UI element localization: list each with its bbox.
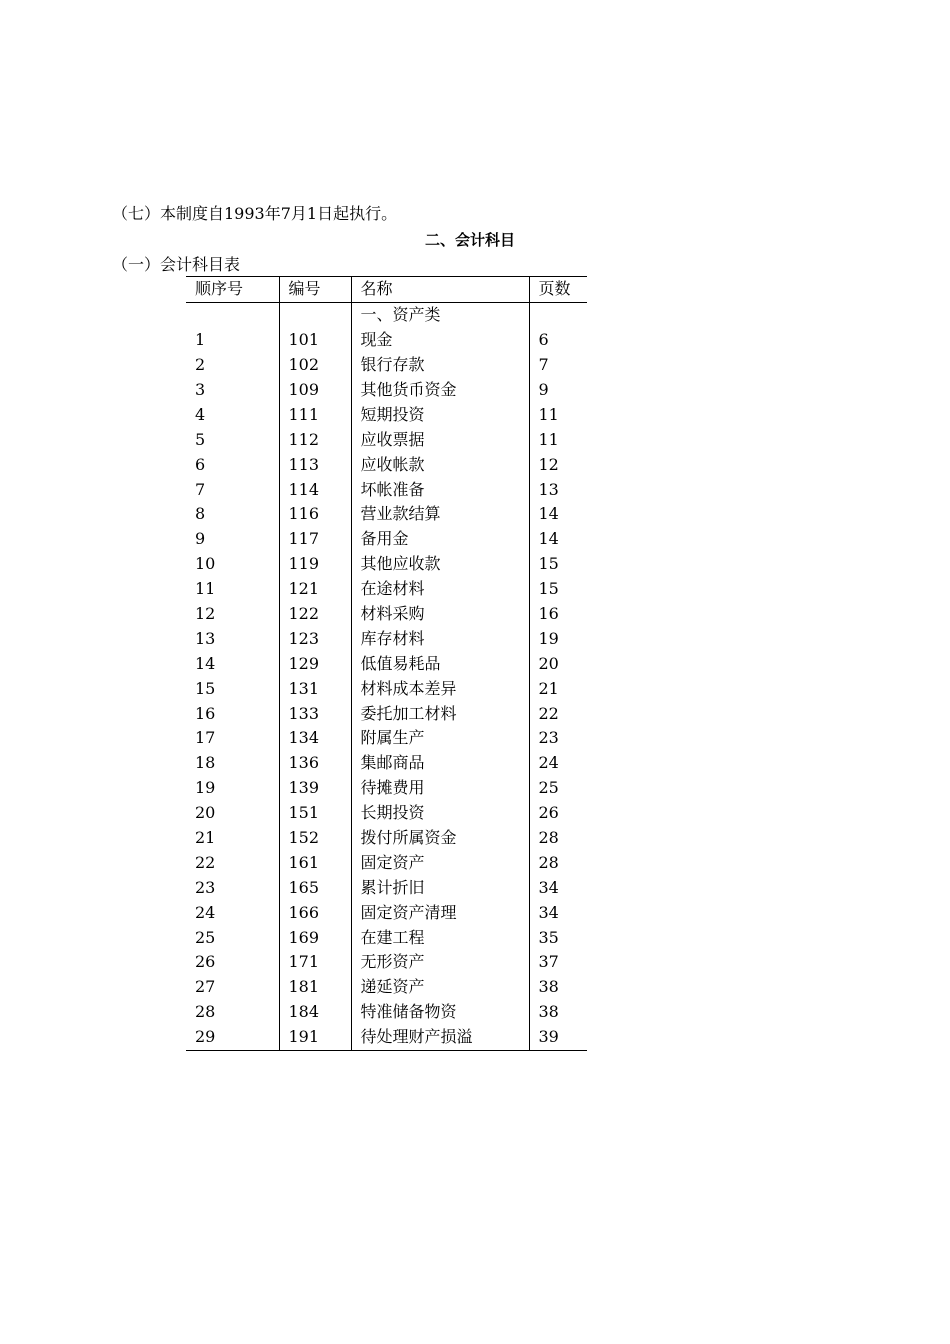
table-row (186, 402, 587, 427)
cell-code: 134 (279, 726, 351, 751)
cell-seq: 26 (195, 952, 216, 972)
cell-code: 123 (279, 626, 351, 651)
cell-seq: 12 (195, 604, 216, 624)
cell-code: 109 (279, 378, 351, 403)
cell-page: 34 (529, 875, 587, 900)
cell-code: 191 (279, 1025, 351, 1050)
cell-page: 28 (529, 826, 587, 851)
cell-code: 131 (279, 676, 351, 701)
table-row (186, 626, 587, 651)
table-row (186, 701, 587, 726)
cell-seq: 24 (195, 902, 216, 922)
cell-seq: 11 (195, 579, 216, 599)
cell-name: 在建工程 (351, 925, 529, 950)
cell-name: 营业款结算 (351, 502, 529, 527)
cell-page: 14 (529, 527, 587, 552)
cell-seq: 10 (195, 554, 216, 574)
cell-name: 其他货币资金 (351, 378, 529, 403)
header-name: 名称 (351, 277, 529, 303)
cell-seq: 21 (195, 828, 216, 848)
table-header-row (186, 277, 587, 303)
section-heading: 二、会计科目 (425, 231, 516, 249)
cell-name: 应收票据 (351, 427, 529, 452)
cell-name: 待摊费用 (351, 776, 529, 801)
cell-code: 181 (279, 975, 351, 1000)
cell-name: 递延资产 (351, 975, 529, 1000)
table-row (186, 328, 587, 353)
cell-name: 库存材料 (351, 626, 529, 651)
cell-page: 34 (529, 900, 587, 925)
cell-seq: 17 (195, 728, 216, 748)
cell-code: 139 (279, 776, 351, 801)
cell-name: 材料采购 (351, 602, 529, 627)
cell-code: 152 (279, 826, 351, 851)
cell-page: 13 (529, 477, 587, 502)
cell-seq: 3 (195, 380, 206, 399)
table-row (186, 452, 587, 477)
cell-page: 16 (529, 602, 587, 627)
table-row (186, 726, 587, 751)
table-row (186, 975, 587, 1000)
category-seq-cell (186, 302, 279, 327)
table-row (186, 353, 587, 378)
cell-name: 特准储备物资 (351, 1000, 529, 1025)
cell-seq: 29 (195, 1027, 216, 1047)
cell-page: 24 (529, 751, 587, 776)
cell-page: 20 (529, 651, 587, 676)
table-row (186, 651, 587, 676)
table-row (186, 1025, 587, 1050)
table-row (186, 477, 587, 502)
cell-page: 14 (529, 502, 587, 527)
cell-page: 38 (529, 975, 587, 1000)
cell-page: 21 (529, 676, 587, 701)
cell-seq: 9 (195, 529, 206, 549)
category-page-cell (529, 302, 587, 327)
cell-seq: 15 (195, 678, 216, 698)
cell-seq: 19 (195, 778, 216, 798)
cell-code: 121 (279, 577, 351, 602)
cell-page: 28 (529, 850, 587, 875)
header-seq: 顺序号 (186, 277, 279, 303)
cell-seq: 1 (195, 330, 206, 350)
cell-seq: 6 (195, 454, 206, 474)
table-row (186, 602, 587, 627)
cell-page: 38 (529, 1000, 587, 1025)
cell-page: 15 (529, 552, 587, 577)
table-row (186, 527, 587, 552)
cell-code: 129 (279, 651, 351, 676)
cell-page: 26 (529, 801, 587, 826)
cell-code: 133 (279, 701, 351, 726)
cell-seq: 18 (195, 753, 216, 773)
cell-seq: 2 (195, 355, 206, 375)
cell-page: 7 (529, 353, 587, 378)
cell-name: 银行存款 (351, 353, 529, 378)
cell-code: 169 (279, 925, 351, 950)
cell-code: 111 (279, 402, 351, 427)
cell-code: 119 (279, 552, 351, 577)
cell-name: 固定资产 (351, 850, 529, 875)
category-label: 一、资产类 (351, 302, 529, 327)
cell-name: 固定资产清理 (351, 900, 529, 925)
table-row (186, 552, 587, 577)
cell-seq: 23 (195, 877, 216, 897)
cell-page: 25 (529, 776, 587, 801)
cell-name: 拨付所属资金 (351, 826, 529, 851)
cell-name: 无形资产 (351, 950, 529, 975)
cell-code: 151 (279, 801, 351, 826)
header-page: 页数 (529, 277, 587, 303)
cell-seq: 7 (195, 479, 206, 499)
cell-page: 11 (529, 402, 587, 427)
cell-code: 113 (279, 452, 351, 477)
cell-page: 22 (529, 701, 587, 726)
cell-seq: 25 (195, 927, 216, 947)
cell-name: 备用金 (351, 527, 529, 552)
category-row (186, 302, 587, 327)
cell-code: 117 (279, 527, 351, 552)
cell-name: 材料成本差异 (351, 676, 529, 701)
cell-page: 9 (529, 378, 587, 403)
table-row (186, 900, 587, 925)
cell-page: 6 (529, 328, 587, 353)
cell-code: 165 (279, 875, 351, 900)
cell-name: 应收帐款 (351, 452, 529, 477)
table-row (186, 502, 587, 527)
table-row (186, 776, 587, 801)
cell-name: 附属生产 (351, 726, 529, 751)
cell-code: 116 (279, 502, 351, 527)
cell-code: 171 (279, 950, 351, 975)
cell-seq: 16 (195, 703, 216, 723)
table-row (186, 801, 587, 826)
cell-code: 166 (279, 900, 351, 925)
table-row (186, 850, 587, 875)
cell-seq: 13 (195, 628, 216, 648)
cell-seq: 28 (195, 1002, 216, 1022)
cell-seq: 5 (195, 429, 206, 449)
cell-page: 35 (529, 925, 587, 950)
cell-seq: 8 (195, 504, 206, 524)
cell-name: 累计折旧 (351, 875, 529, 900)
cell-seq: 4 (195, 404, 206, 424)
cell-page: 39 (529, 1025, 587, 1050)
table-row (186, 577, 587, 602)
cell-name: 坏帐准备 (351, 477, 529, 502)
cell-page: 37 (529, 950, 587, 975)
accounts-table (186, 276, 587, 1051)
cell-page: 23 (529, 726, 587, 751)
paragraph-effective-date: （七）本制度自1993年7月1日起执行。 (112, 204, 398, 223)
cell-seq: 14 (195, 653, 216, 673)
cell-code: 184 (279, 1000, 351, 1025)
cell-page: 15 (529, 577, 587, 602)
cell-page: 19 (529, 626, 587, 651)
table-row (186, 925, 587, 950)
cell-seq: 20 (195, 803, 216, 823)
cell-code: 136 (279, 751, 351, 776)
cell-code: 114 (279, 477, 351, 502)
table-row (186, 751, 587, 776)
cell-code: 101 (279, 328, 351, 353)
header-code: 编号 (279, 277, 351, 303)
cell-name: 在途材料 (351, 577, 529, 602)
cell-seq: 27 (195, 977, 216, 997)
cell-name: 现金 (351, 328, 529, 353)
cell-code: 122 (279, 602, 351, 627)
cell-name: 长期投资 (351, 801, 529, 826)
cell-page: 12 (529, 452, 587, 477)
cell-page: 11 (529, 427, 587, 452)
table-row (186, 676, 587, 701)
table-row (186, 427, 587, 452)
cell-seq: 22 (195, 852, 216, 872)
cell-code: 161 (279, 850, 351, 875)
cell-name: 短期投资 (351, 402, 529, 427)
cell-name: 集邮商品 (351, 751, 529, 776)
table-row (186, 875, 587, 900)
category-code-cell (279, 302, 351, 327)
cell-name: 低值易耗品 (351, 651, 529, 676)
cell-code: 102 (279, 353, 351, 378)
table-caption: （一）会计科目表 (112, 255, 241, 274)
table-row (186, 1000, 587, 1025)
cell-name: 待处理财产损溢 (351, 1025, 529, 1050)
table-row (186, 378, 587, 403)
table-body (186, 302, 587, 1050)
cell-name: 其他应收款 (351, 552, 529, 577)
cell-name: 委托加工材料 (351, 701, 529, 726)
table-row (186, 826, 587, 851)
table-row (186, 950, 587, 975)
cell-code: 112 (279, 427, 351, 452)
